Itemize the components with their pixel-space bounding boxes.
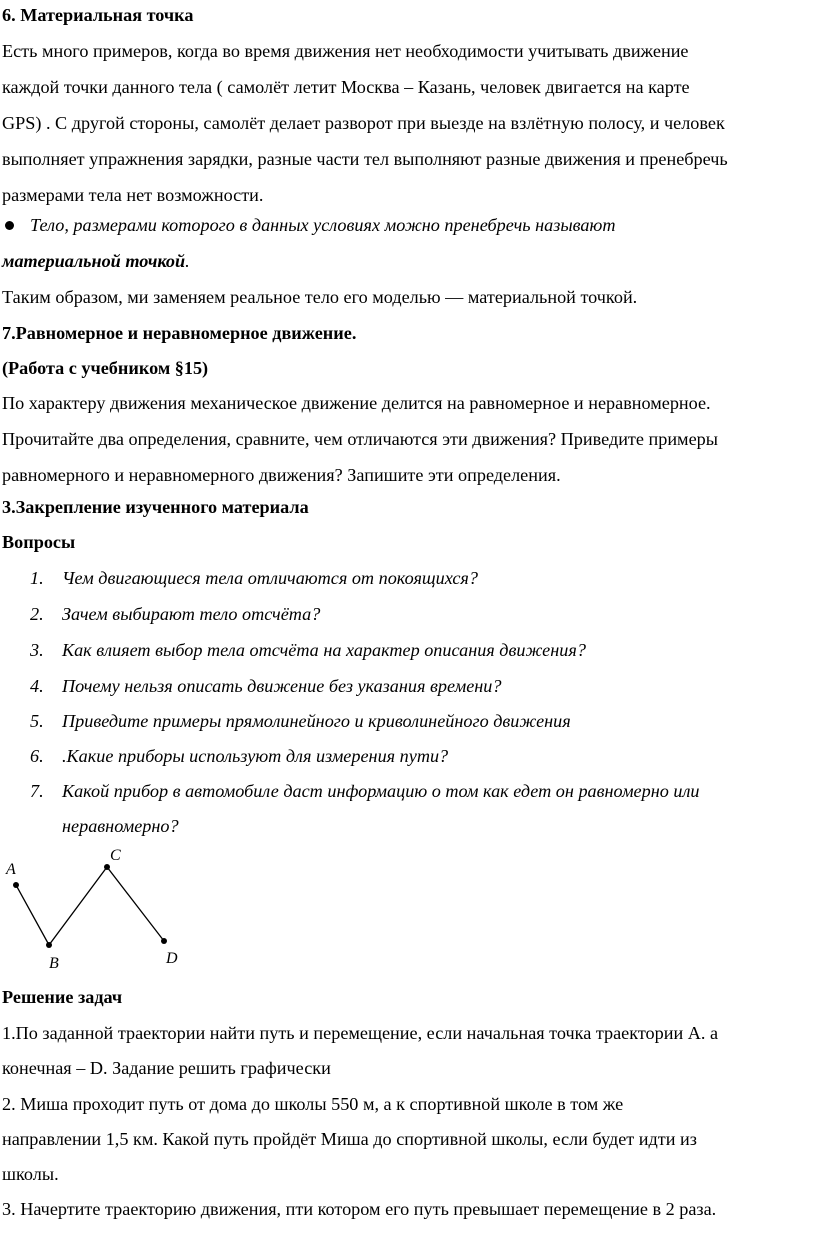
question-text: Как влияет выбор тела отсчёта на характер описания движения? [62,640,586,660]
task-line: школы. [2,1164,59,1184]
trajectory-point-c [104,864,110,870]
bullet-definition-line: Тело, размерами которого в данных условиях можно пренебречь называют [30,215,616,235]
trajectory-point-b [46,942,52,948]
section-heading-material-point: 6. Материальная точка [2,5,194,25]
section-heading-reinforcement: 3.Закрепление изученного материала [2,497,309,517]
trajectory-diagram [0,840,200,975]
section-heading-uniform-motion: 7.Равномерное и неравномерное движение. [2,323,357,343]
paragraph-line: равномерного и неравномерного движения? Запишите эти определения. [2,465,561,485]
question-text: Приведите примеры прямолинейного и криволинейного движения [62,711,571,731]
question-text-continuation: неравномерно? [62,816,179,836]
question-number: 2. [30,604,44,624]
question-number: 6. [30,746,44,766]
tasks-title: Решение задач [2,987,123,1007]
task-line: направлении 1,5 км. Какой путь пройдёт Миша до спортивной школы, если будет идти из [2,1129,697,1149]
task-line: 1.По заданной траектории найти путь и перемещение, если начальная точка траектории А. а [2,1023,719,1043]
label-d: D [166,950,178,967]
paragraph-line: Таким образом, ми заменяем реальное тело его моделью — материальной точкой. [2,287,638,307]
bullet-icon [5,221,14,230]
trajectory-point-a [13,882,19,888]
paragraph-line: Есть много примеров, когда во время движения нет необходимости учитывать движение [2,41,689,61]
paragraph-line: GPS) . С другой стороны, самолёт делает разворот при выезде на взлётную полосу, и человек [2,113,725,133]
task-line: конечная – D. Задание решить графически [2,1058,331,1078]
question-text: Чем двигающиеся тела отличаются от покоящихся? [62,568,478,588]
paragraph-line: каждой точки данного тела ( самолёт летит Москва – Казань, человек двигается на карте [2,77,690,97]
question-number: 7. [30,781,44,801]
task-line: 3. Начертите траекторию движения, пти котором его путь превышает перемещение в 2 раза. [2,1199,717,1219]
question-number: 1. [30,568,44,588]
trajectory-path [16,867,164,945]
paragraph-line: Прочитайте два определения, сравните, чем отличаются эти движения? Приведите примеры [2,429,718,449]
question-text: Почему нельзя описать движение без указания времени? [62,676,502,696]
question-number: 5. [30,711,44,731]
label-c: C [110,847,121,864]
definition-term-tail: . [185,251,190,271]
bullet-definition-term-line [2,250,190,272]
trajectory-point-d [161,938,167,944]
section-subheading-textbook: (Работа с учебником §15) [2,358,209,378]
paragraph-line: выполняет упражнения зарядки, разные части тел выполняют разные движения и пренебречь [2,149,728,169]
label-b: B [49,955,59,972]
paragraph-line: размерами тела нет возможности. [2,185,264,205]
question-text: Зачем выбирают тело отсчёта? [62,604,321,624]
paragraph-line: По характеру движения механическое движение делится на равномерное и неравномерное. [2,393,711,413]
task-line: 2. Миша проходит путь от дома до школы 550 м, а к спортивной школе в том же [2,1094,624,1114]
question-text: .Какие приборы используют для измерения пути? [62,746,449,766]
label-a: A [6,861,16,878]
question-text: Какой прибор в автомобиле даст информацию о том как едет он равномерно или [62,781,700,801]
definition-term: материальной точкой [2,251,186,271]
question-number: 3. [30,640,44,660]
questions-title: Вопросы [2,532,76,552]
question-number: 4. [30,676,44,696]
